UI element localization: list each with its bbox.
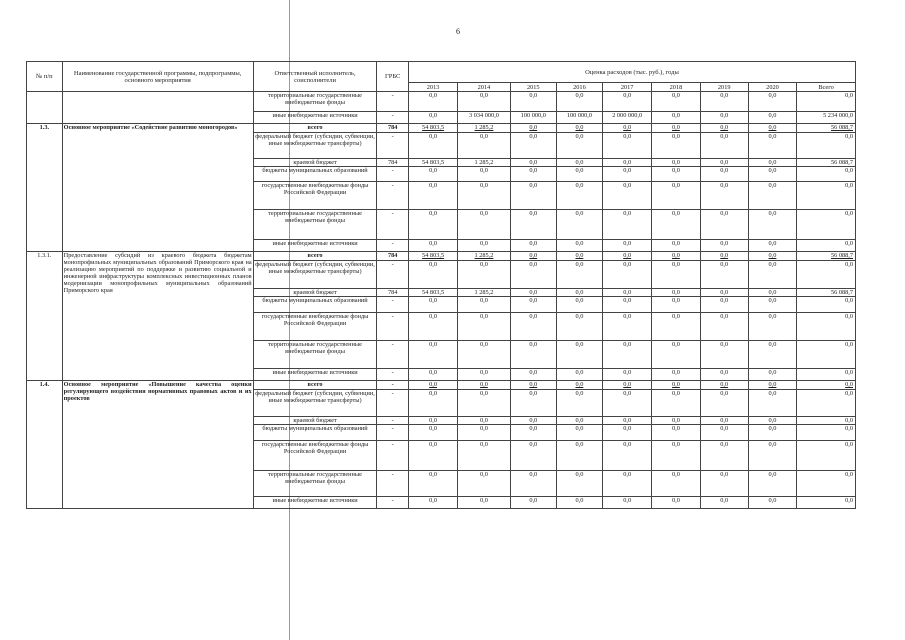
year-value: 0,0 — [748, 261, 796, 289]
year-value: 1 285,2 — [458, 252, 510, 261]
year-value: 0,0 — [700, 471, 748, 497]
year-value: 0,0 — [408, 92, 457, 112]
year-value: 0,0 — [700, 112, 748, 124]
year-value: 0,0 — [603, 497, 652, 509]
year-value: 0,0 — [748, 210, 796, 240]
grbs-code: - — [377, 210, 408, 240]
year-value: 0,0 — [510, 313, 556, 341]
total-value: 0,0 — [797, 390, 856, 417]
section-number — [27, 92, 63, 124]
header-year: 2017 — [603, 83, 652, 92]
funding-source: краевой бюджет — [253, 417, 377, 425]
grbs-code: - — [377, 297, 408, 313]
funding-source: территориальные государственные внебюджетные фонды — [253, 341, 377, 369]
year-value: 0,0 — [458, 297, 510, 313]
funding-source: федеральный бюджет (субсидии, субвенции, иные межбюджетные трансферты) — [253, 390, 377, 417]
total-value: 0,0 — [797, 313, 856, 341]
total-value: 0,0 — [797, 369, 856, 381]
funding-source: иные внебюджетные источники — [253, 497, 377, 509]
year-value: 0,0 — [510, 497, 556, 509]
year-value: 0,0 — [510, 167, 556, 182]
year-value: 0,0 — [510, 381, 556, 390]
funding-source: всего — [253, 252, 377, 261]
total-value: 5 234 000,0 — [797, 112, 856, 124]
year-value: 0,0 — [652, 261, 700, 289]
year-value: 0,0 — [748, 240, 796, 252]
year-value: 0,0 — [603, 425, 652, 441]
total-value: 0,0 — [797, 240, 856, 252]
year-value: 0,0 — [748, 417, 796, 425]
year-value: 0,0 — [556, 92, 602, 112]
year-value: 0,0 — [458, 133, 510, 159]
year-value: 0,0 — [408, 390, 457, 417]
year-value: 0,0 — [408, 313, 457, 341]
year-value: 0,0 — [748, 124, 796, 133]
header-name: Наименование государственной программы, подпрограммы, основного мероприятия — [62, 62, 253, 92]
year-value: 0,0 — [510, 289, 556, 297]
year-value: 0,0 — [603, 124, 652, 133]
year-value: 0,0 — [556, 159, 602, 167]
year-value: 0,0 — [408, 341, 457, 369]
section-name: Основное мероприятие «Содействие развитию моногородов» — [62, 124, 253, 252]
year-value: 0,0 — [556, 167, 602, 182]
funding-source: территориальные государственные внебюджетные фонды — [253, 471, 377, 497]
year-value: 0,0 — [603, 240, 652, 252]
year-value: 0,0 — [652, 210, 700, 240]
year-value: 0,0 — [700, 341, 748, 369]
section-name: Основное мероприятие «Повышение качества оценки регулирующего воздействия нормативных правовых актов и их проектов — [62, 381, 253, 509]
total-value: 56 088,7 — [797, 252, 856, 261]
year-value: 0,0 — [458, 425, 510, 441]
total-value: 56 088,7 — [797, 159, 856, 167]
year-value: 0,0 — [510, 441, 556, 471]
section-number: 1.3.1. — [27, 252, 63, 381]
header-year: 2019 — [700, 83, 748, 92]
table-row — [27, 92, 856, 112]
funding-source: всего — [253, 381, 377, 390]
funding-source: территориальные государственные внебюджетные фонды — [253, 210, 377, 240]
year-value: 0,0 — [748, 112, 796, 124]
year-value: 0,0 — [748, 313, 796, 341]
total-value: 0,0 — [797, 133, 856, 159]
year-value: 0,0 — [408, 210, 457, 240]
year-value: 0,0 — [700, 124, 748, 133]
year-value: 0,0 — [700, 240, 748, 252]
year-value: 0,0 — [556, 390, 602, 417]
grbs-code: - — [377, 313, 408, 341]
year-value: 0,0 — [700, 417, 748, 425]
year-value: 0,0 — [652, 252, 700, 261]
grbs-code: - — [377, 261, 408, 289]
grbs-code: - — [377, 497, 408, 509]
year-value: 0,0 — [408, 381, 457, 390]
year-value: 0,0 — [408, 417, 457, 425]
year-value: 0,0 — [700, 390, 748, 417]
year-value: 0,0 — [603, 417, 652, 425]
year-value: 0,0 — [408, 112, 457, 124]
year-value: 2 000 000,0 — [603, 112, 652, 124]
section-name: Предоставление субсидий из краевого бюджета бюджетам монопрофильных муниципальных образований Приморского края на реализацию мероприятий по поддержке и развитию социальной и инженерной инфраструктуры комплексных инвестиционных планов модернизации монопрофильных муниципальных образований Приморского края — [62, 252, 253, 381]
table-row — [27, 252, 856, 261]
year-value: 0,0 — [603, 390, 652, 417]
year-value: 0,0 — [700, 167, 748, 182]
year-value: 0,0 — [652, 92, 700, 112]
year-value: 0,0 — [700, 441, 748, 471]
grbs-code: - — [377, 133, 408, 159]
year-value: 0,0 — [700, 252, 748, 261]
year-value: 0,0 — [603, 369, 652, 381]
year-value: 0,0 — [748, 390, 796, 417]
year-value: 0,0 — [603, 381, 652, 390]
year-value: 0,0 — [458, 381, 510, 390]
section-name — [62, 92, 253, 124]
year-value: 0,0 — [652, 390, 700, 417]
year-value: 0,0 — [748, 425, 796, 441]
year-value: 0,0 — [458, 471, 510, 497]
year-value: 0,0 — [748, 381, 796, 390]
year-value: 0,0 — [510, 261, 556, 289]
total-value: 0,0 — [797, 497, 856, 509]
grbs-code: - — [377, 167, 408, 182]
year-value: 100 000,0 — [556, 112, 602, 124]
funding-source: бюджеты муниципальных образований — [253, 297, 377, 313]
total-value: 0,0 — [797, 297, 856, 313]
year-value: 0,0 — [700, 425, 748, 441]
funding-source: федеральный бюджет (субсидии, субвенции, иные межбюджетные трансферты) — [253, 133, 377, 159]
year-value: 0,0 — [603, 133, 652, 159]
year-value: 100 000,0 — [510, 112, 556, 124]
year-value: 0,0 — [556, 252, 602, 261]
year-value: 0,0 — [408, 182, 457, 210]
year-value: 0,0 — [748, 341, 796, 369]
section-number: 1.4. — [27, 381, 63, 509]
header-grbs: ГРБС — [377, 62, 408, 92]
year-value: 0,0 — [700, 261, 748, 289]
year-value: 0,0 — [510, 390, 556, 417]
funding-source: иные внебюджетные источники — [253, 112, 377, 124]
year-value: 0,0 — [603, 313, 652, 341]
grbs-code: - — [377, 390, 408, 417]
header-year: 2016 — [556, 83, 602, 92]
year-value: 0,0 — [458, 417, 510, 425]
year-value: 0,0 — [408, 133, 457, 159]
year-value: 0,0 — [458, 369, 510, 381]
year-value: 0,0 — [510, 240, 556, 252]
funding-source: иные внебюджетные источники — [253, 369, 377, 381]
year-value: 0,0 — [510, 369, 556, 381]
year-value: 0,0 — [748, 497, 796, 509]
grbs-code: - — [377, 441, 408, 471]
year-value: 0,0 — [603, 341, 652, 369]
year-value: 0,0 — [458, 182, 510, 210]
year-value: 0,0 — [700, 133, 748, 159]
year-value: 0,0 — [700, 92, 748, 112]
total-value: 0,0 — [797, 417, 856, 425]
year-value: 0,0 — [652, 240, 700, 252]
year-value: 0,0 — [510, 182, 556, 210]
grbs-code: 784 — [377, 289, 408, 297]
year-value: 0,0 — [652, 167, 700, 182]
year-value: 0,0 — [556, 133, 602, 159]
total-value: 0,0 — [797, 341, 856, 369]
year-value: 0,0 — [603, 92, 652, 112]
funding-source: государственные внебюджетные фонды Российской Федерации — [253, 182, 377, 210]
year-value: 0,0 — [556, 471, 602, 497]
year-value: 0,0 — [652, 159, 700, 167]
year-value: 0,0 — [556, 210, 602, 240]
year-value: 0,0 — [510, 341, 556, 369]
year-value: 0,0 — [458, 390, 510, 417]
year-value: 0,0 — [748, 297, 796, 313]
total-value: 56 088,7 — [797, 289, 856, 297]
year-value: 0,0 — [652, 133, 700, 159]
funding-source: государственные внебюджетные фонды Российской Федерации — [253, 441, 377, 471]
year-value: 0,0 — [556, 381, 602, 390]
year-value: 0,0 — [603, 297, 652, 313]
year-value: 0,0 — [603, 289, 652, 297]
grbs-code: - — [377, 471, 408, 497]
year-value: 54 803,5 — [408, 124, 457, 133]
year-value: 0,0 — [556, 261, 602, 289]
year-value: 0,0 — [458, 240, 510, 252]
year-value: 0,0 — [652, 381, 700, 390]
year-value: 0,0 — [603, 210, 652, 240]
year-value: 0,0 — [652, 112, 700, 124]
header-num: № п/п — [27, 62, 63, 92]
year-value: 54 803,5 — [408, 252, 457, 261]
header-year: 2014 — [458, 83, 510, 92]
year-value: 0,0 — [556, 297, 602, 313]
year-value: 0,0 — [510, 133, 556, 159]
year-value: 0,0 — [748, 133, 796, 159]
year-value: 3 034 000,0 — [458, 112, 510, 124]
year-value: 0,0 — [510, 297, 556, 313]
year-value: 1 285,2 — [458, 124, 510, 133]
year-value: 0,0 — [700, 381, 748, 390]
grbs-code: 784 — [377, 252, 408, 261]
grbs-code: - — [377, 381, 408, 390]
grbs-code: - — [377, 341, 408, 369]
table-row — [27, 381, 856, 390]
total-value: 0,0 — [797, 425, 856, 441]
table-body — [27, 92, 856, 509]
year-value: 0,0 — [510, 252, 556, 261]
year-value: 0,0 — [458, 341, 510, 369]
year-value: 0,0 — [408, 167, 457, 182]
year-value: 0,0 — [510, 425, 556, 441]
year-value: 54 803,5 — [408, 159, 457, 167]
year-value: 0,0 — [556, 425, 602, 441]
year-value: 0,0 — [556, 240, 602, 252]
year-value: 54 803,5 — [408, 289, 457, 297]
year-value: 0,0 — [458, 210, 510, 240]
funding-source: бюджеты муниципальных образований — [253, 167, 377, 182]
year-value: 0,0 — [748, 369, 796, 381]
grbs-code: - — [377, 417, 408, 425]
year-value: 0,0 — [408, 240, 457, 252]
year-value: 0,0 — [556, 289, 602, 297]
total-value: 0,0 — [797, 92, 856, 112]
total-value: 0,0 — [797, 441, 856, 471]
funding-source: федеральный бюджет (субсидии, субвенции, иные межбюджетные трансферты) — [253, 261, 377, 289]
header-row — [27, 62, 856, 83]
total-value: 56 088,7 — [797, 124, 856, 133]
year-value: 0,0 — [748, 159, 796, 167]
year-value: 0,0 — [556, 182, 602, 210]
year-value: 0,0 — [556, 441, 602, 471]
year-value: 0,0 — [458, 313, 510, 341]
grbs-code: - — [377, 182, 408, 210]
year-value: 0,0 — [700, 369, 748, 381]
year-value: 0,0 — [458, 167, 510, 182]
year-value: 0,0 — [408, 441, 457, 471]
header-year: 2020 — [748, 83, 796, 92]
expense-table — [26, 61, 856, 509]
year-value: 0,0 — [748, 252, 796, 261]
year-value: 0,0 — [700, 210, 748, 240]
year-value: 0,0 — [510, 159, 556, 167]
grbs-code: - — [377, 240, 408, 252]
year-value: 0,0 — [603, 471, 652, 497]
funding-source: бюджеты муниципальных образований — [253, 425, 377, 441]
year-value: 0,0 — [700, 182, 748, 210]
grbs-code: - — [377, 369, 408, 381]
year-value: 0,0 — [510, 471, 556, 497]
year-value: 0,0 — [652, 441, 700, 471]
year-value: 0,0 — [700, 297, 748, 313]
year-value: 0,0 — [458, 441, 510, 471]
year-value: 0,0 — [652, 417, 700, 425]
funding-source: краевой бюджет — [253, 159, 377, 167]
year-value: 0,0 — [700, 313, 748, 341]
year-value: 0,0 — [408, 261, 457, 289]
year-value: 0,0 — [652, 497, 700, 509]
year-value: 0,0 — [652, 369, 700, 381]
year-value: 0,0 — [652, 313, 700, 341]
year-value: 0,0 — [603, 167, 652, 182]
year-value: 0,0 — [408, 425, 457, 441]
funding-source: всего — [253, 124, 377, 133]
page-number: 6 — [456, 27, 460, 36]
year-value: 0,0 — [652, 182, 700, 210]
header-year: Всего — [797, 83, 856, 92]
year-value: 0,0 — [748, 441, 796, 471]
year-value: 0,0 — [700, 159, 748, 167]
header-executor: Ответственный исполнитель, соисполнители — [253, 62, 377, 92]
total-value: 0,0 — [797, 210, 856, 240]
year-value: 0,0 — [700, 497, 748, 509]
year-value: 0,0 — [603, 182, 652, 210]
header-year: 2015 — [510, 83, 556, 92]
year-value: 0,0 — [556, 341, 602, 369]
grbs-code: 784 — [377, 159, 408, 167]
year-value: 0,0 — [748, 167, 796, 182]
year-value: 0,0 — [556, 417, 602, 425]
total-value: 0,0 — [797, 167, 856, 182]
year-value: 0,0 — [652, 341, 700, 369]
total-value: 0,0 — [797, 471, 856, 497]
header-estimate: Оценка расходов (тыс. руб.), годы — [408, 62, 855, 83]
header-year: 2013 — [408, 83, 457, 92]
year-value: 0,0 — [510, 92, 556, 112]
funding-source: краевой бюджет — [253, 289, 377, 297]
year-value: 0,0 — [556, 124, 602, 133]
year-value: 0,0 — [408, 497, 457, 509]
year-value: 0,0 — [556, 369, 602, 381]
year-value: 0,0 — [510, 124, 556, 133]
year-value: 0,0 — [556, 313, 602, 341]
total-value: 0,0 — [797, 381, 856, 390]
year-value: 0,0 — [748, 92, 796, 112]
year-value: 0,0 — [652, 471, 700, 497]
year-value: 0,0 — [700, 289, 748, 297]
year-value: 0,0 — [748, 182, 796, 210]
section-number: 1.3. — [27, 124, 63, 252]
year-value: 0,0 — [652, 124, 700, 133]
year-value: 0,0 — [510, 417, 556, 425]
funding-source: иные внебюджетные источники — [253, 240, 377, 252]
year-value: 0,0 — [556, 497, 602, 509]
year-value: 0,0 — [603, 159, 652, 167]
year-value: 0,0 — [408, 369, 457, 381]
year-value: 0,0 — [408, 471, 457, 497]
year-value: 0,0 — [458, 261, 510, 289]
year-value: 0,0 — [652, 425, 700, 441]
funding-source: государственные внебюджетные фонды Российской Федерации — [253, 313, 377, 341]
grbs-code: - — [377, 92, 408, 112]
year-value: 0,0 — [603, 441, 652, 471]
total-value: 0,0 — [797, 182, 856, 210]
grbs-code: - — [377, 425, 408, 441]
total-value: 0,0 — [797, 261, 856, 289]
table-row — [27, 124, 856, 133]
header-year: 2018 — [652, 83, 700, 92]
year-value: 1 285,2 — [458, 289, 510, 297]
year-value: 1 285,2 — [458, 159, 510, 167]
funding-source: территориальные государственные внебюджетные фонды — [253, 92, 377, 112]
grbs-code: - — [377, 112, 408, 124]
year-value: 0,0 — [458, 497, 510, 509]
year-value: 0,0 — [748, 289, 796, 297]
year-value: 0,0 — [748, 471, 796, 497]
year-value: 0,0 — [652, 289, 700, 297]
grbs-code: 784 — [377, 124, 408, 133]
year-value: 0,0 — [603, 261, 652, 289]
year-value: 0,0 — [408, 297, 457, 313]
year-value: 0,0 — [510, 210, 556, 240]
year-value: 0,0 — [458, 92, 510, 112]
year-value: 0,0 — [603, 252, 652, 261]
year-value: 0,0 — [652, 297, 700, 313]
